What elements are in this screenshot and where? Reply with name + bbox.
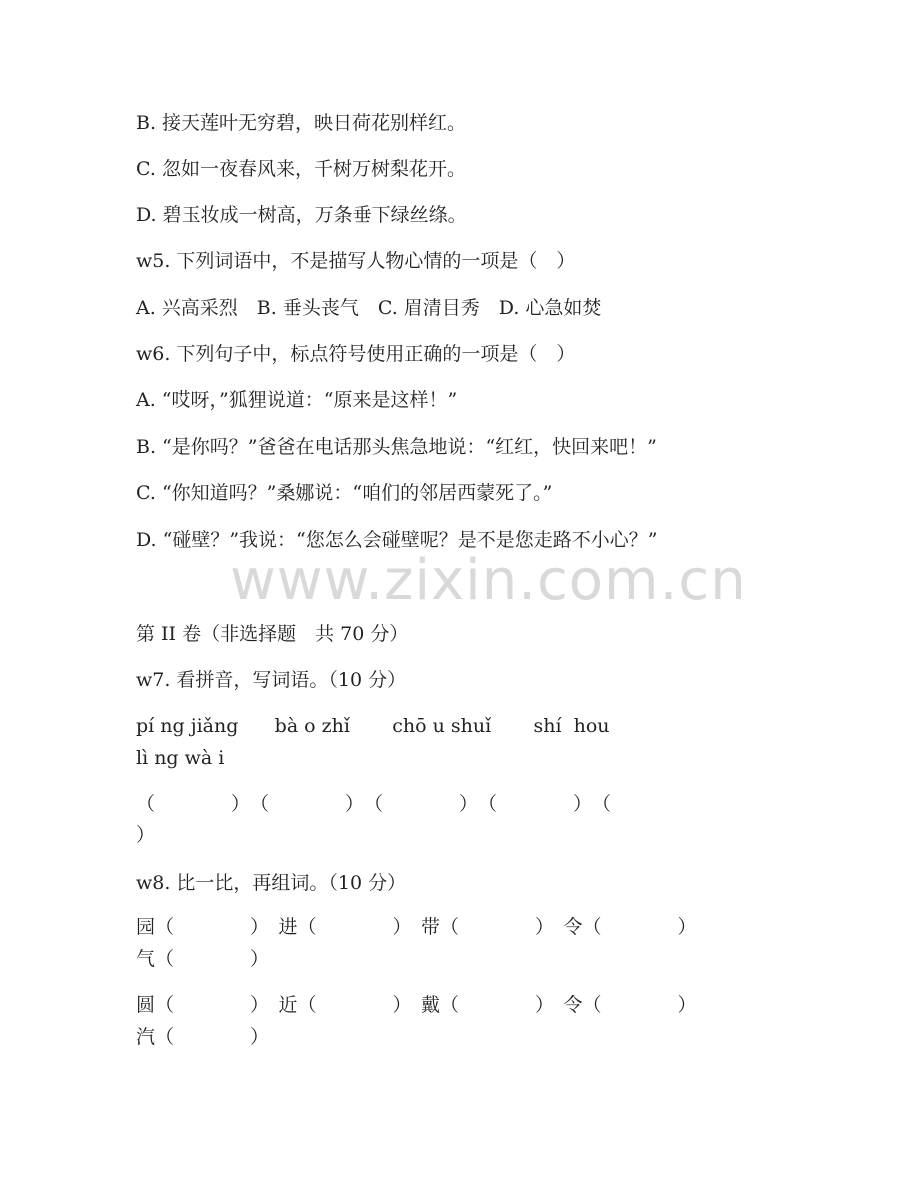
compare-row-2-wrap: 汽（ ）	[136, 1026, 270, 1048]
compare-row-2: 圆（ ） 近（ ） 戴（ ） 令（ ）	[136, 994, 697, 1016]
question-8: w8. 比一比，再组词。（10 分）	[136, 872, 407, 894]
answer-blanks-row: （ ） （ ） （ ） （ ） （	[136, 793, 612, 815]
question-7: w7. 看拼音，写词语。（10 分）	[136, 669, 407, 691]
question-6-option-c: C. “你知道吗？”桑娜说：“咱们的邻居西蒙死了。”	[136, 482, 553, 504]
pinyin-row-2: lì ng wà i	[136, 747, 225, 769]
question-5: w5. 下列词语中，不是描写人物心情的一项是（ ）	[136, 250, 576, 272]
question-5-options: A. 兴高采烈 B. 垂头丧气 C. 眉清目秀 D. 心急如焚	[136, 297, 602, 319]
compare-row-1-wrap: 气（ ）	[136, 948, 270, 970]
question-6-option-a: A. “哎呀，”狐狸说道：“原来是这样！”	[136, 389, 458, 411]
option-d-poem: D. 碧玉妆成一树高，万条垂下绿丝绦。	[136, 204, 467, 226]
option-b-poem: B. 接天莲叶无穷碧，映日荷花别样红。	[136, 112, 467, 134]
option-c-poem: C. 忽如一夜春风来，千树万树梨花开。	[136, 158, 466, 180]
answer-blanks-row-wrap: ）	[136, 824, 156, 846]
question-6: w6. 下列句子中，标点符号使用正确的一项是（ ）	[136, 343, 576, 365]
watermark: www.zixin.com.cn	[230, 548, 747, 613]
question-6-option-b: B. “是你吗？”爸爸在电话那头焦急地说：“红红，快回来吧！”	[136, 436, 657, 458]
question-6-option-d: D. “碰壁？”我说：“您怎么会碰壁呢？是不是您走路不小心？”	[136, 529, 658, 551]
section-heading: 第 II 卷（非选择题 共 70 分）	[136, 623, 409, 645]
compare-row-1: 园（ ） 进（ ） 带（ ） 令（ ）	[136, 916, 697, 938]
pinyin-row-1: pí ng jiǎng bà o zhǐ chō u shuǐ shí hou	[136, 715, 610, 737]
